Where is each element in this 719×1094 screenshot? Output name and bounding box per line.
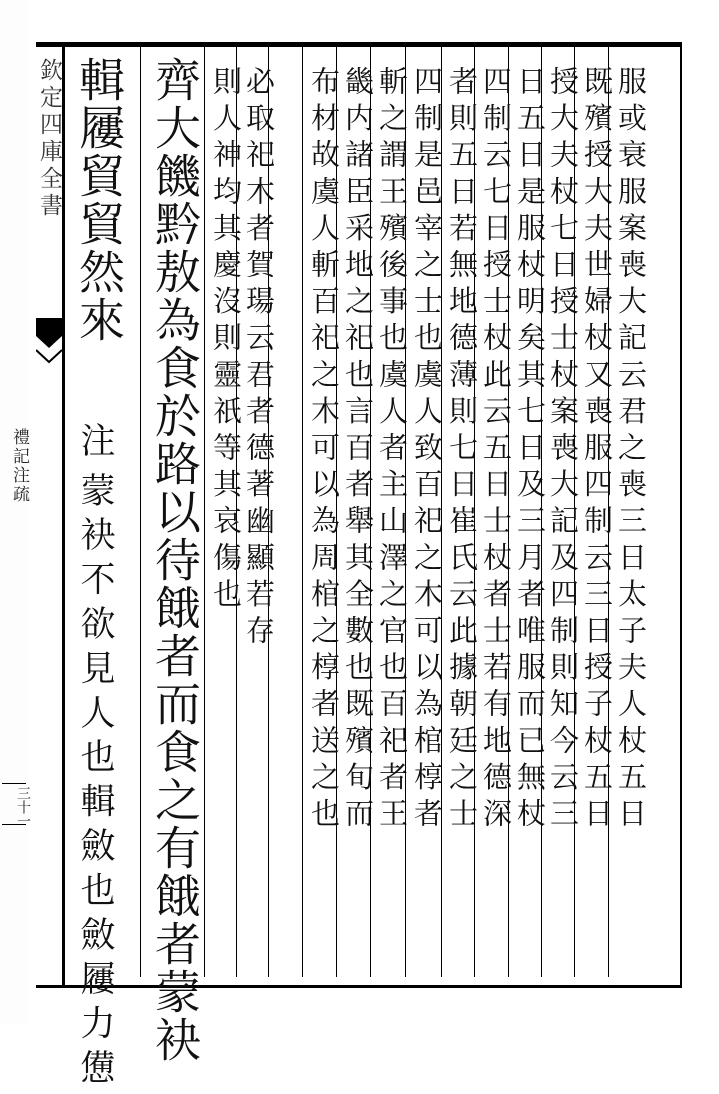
commentary-column: 授大夫杖七日授士杖案喪大記及四制則知今云三 xyxy=(546,66,580,835)
commentary-column: 則人神均其慶沒則靈祇等其哀傷也 xyxy=(209,66,243,615)
page-number: 三十一 xyxy=(15,786,31,828)
commentary-column: 四制云七日授士杖此云五日士杖者士若有地德深 xyxy=(479,66,513,835)
commentary-column: 斬之謂王殯後事也虞人者主山澤之官也百祀者王 xyxy=(375,66,409,835)
commentary-column: 畿内諸臣采地之祀也言百者舉其全數也既殯旬而 xyxy=(341,66,375,835)
commentary-column: 日五日是服杖明矣其七日及三月者唯服而已無杖 xyxy=(513,66,547,835)
annotation-marker: 注 xyxy=(75,422,115,465)
commentary-column: 必取祀木者賀瑒云君者德著幽顯若存 xyxy=(242,66,276,652)
page-number-rule-bottom xyxy=(2,824,26,825)
fish-tail-mark xyxy=(36,318,62,378)
page-number-rule-top xyxy=(2,783,26,784)
commentary-column: 布材故虞人斬百祀之木可以為周棺之椁者送之也 xyxy=(307,66,341,835)
scan-margin xyxy=(0,0,31,1024)
commentary-column: 服或衰服案喪大記云君之喪三日太子夫人杖五日 xyxy=(614,66,648,835)
side-label-book-title: 禮記注疏 xyxy=(9,428,29,504)
commentary-column: 既殯授大夫世婦杖又喪服四制云三日授子杖五日 xyxy=(580,66,614,835)
column-rule xyxy=(302,47,303,977)
commentary-column: 四制是邑宰之士也虞人致百祀之木可以為棺椁者 xyxy=(410,66,444,835)
annotation-column: 蒙袂不欲見人也輯斂也斂屨力憊 xyxy=(75,472,115,1094)
main-text-column: 齊大饑黔敖為食於路以待餓者而食之有餓者蒙袂 xyxy=(148,56,202,1064)
commentary-column: 者則五日若無地德薄則七日崔氏云此據朝廷之士 xyxy=(445,66,479,835)
spine-title: 欽定四庫全書 xyxy=(36,58,62,220)
column-rule xyxy=(204,47,205,977)
main-text-column: 輯屨貿貿然來 xyxy=(72,56,126,344)
column-rule xyxy=(140,47,141,977)
